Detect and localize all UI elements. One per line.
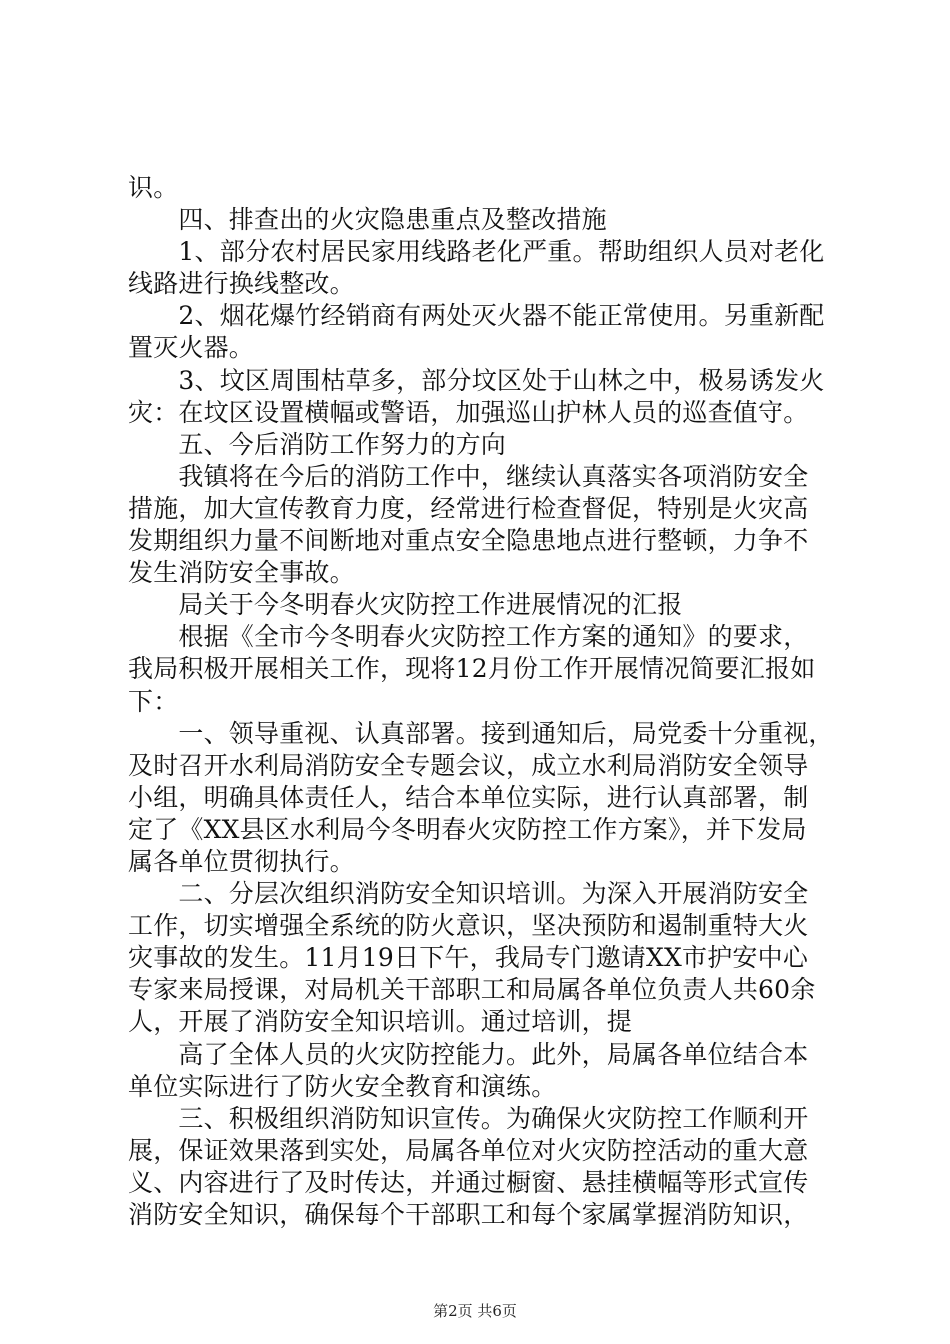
text-line: 义、内容进行了及时传达，并通过橱窗、悬挂横幅等形式宣传 <box>128 1167 809 1197</box>
text-line: 高了全体人员的火灾防控能力。此外，局属各单位结合本 <box>128 1039 809 1069</box>
text-line: 1、部分农村居民家用线路老化严重。帮助组织人员对老化 <box>128 237 825 267</box>
page-number-footer: 第2页 共6页 <box>433 1302 517 1320</box>
text-line: 根据《全市今冬明春火灾防控工作方案的通知》的要求， <box>128 622 809 652</box>
report-title: 局关于今冬明春火灾防控工作进展情况的汇报 <box>128 590 683 620</box>
text-line: 置灭火器。 <box>128 333 255 363</box>
text-line: 单位实际进行了防火安全教育和演练。 <box>128 1071 557 1101</box>
text-line: 措施，加大宣传教育力度，经常进行检查督促，特别是火灾高 <box>128 493 809 523</box>
text-line: 属各单位贯彻执行。 <box>128 846 355 876</box>
text-line: 发期组织力量不间断地对重点安全隐患地点进行整顿，力争不 <box>128 526 809 556</box>
text-line: 识。 <box>128 173 179 202</box>
text-line: 三、积极组织消防知识宣传。为确保火灾防控工作顺利开 <box>128 1103 809 1133</box>
text-line: 及时召开水利局消防安全专题会议，成立水利局消防安全领导 <box>128 750 809 780</box>
text-line: 消防安全知识，确保每个干部职工和每个家属掌握消防知识， <box>128 1200 809 1229</box>
text-line: 灾：在坟区设置横幅或警语，加强巡山护林人员的巡查值守。 <box>128 397 809 427</box>
section-heading: 四、排查出的火灾隐患重点及整改措施 <box>128 205 607 235</box>
text-line: 定了《XX县区水利局今冬明春火灾防控工作方案》，并下发局 <box>128 814 807 844</box>
text-line: 下： <box>128 686 179 716</box>
text-line: 发生消防安全事故。 <box>128 558 355 588</box>
text-line: 专家来局授课，对局机关干部职工和局属各单位负责人共60余 <box>128 975 816 1005</box>
text-line: 2、烟花爆竹经销商有两处灭火器不能正常使用。另重新配 <box>128 301 825 331</box>
text-line: 3、坟区周围枯草多，部分坟区处于山林之中，极易诱发火 <box>128 365 825 395</box>
text-line: 展，保证效果落到实处，局属各单位对火灾防控活动的重大意 <box>128 1135 809 1165</box>
document-body <box>128 172 834 1231</box>
text-line: 二、分层次组织消防安全知识培训。为深入开展消防安全 <box>128 879 809 909</box>
section-heading: 五、今后消防工作努力的方向 <box>128 429 507 459</box>
text-line: 人，开展了消防安全知识培训。通过培训，提 <box>128 1007 633 1037</box>
text-line: 小组，明确具体责任人，结合本单位实际，进行认真部署，制 <box>128 782 809 812</box>
text-line: 一、领导重视、认真部署。接到通知后，局党委十分重视， <box>128 718 834 748</box>
text-line: 我镇将在今后的消防工作中，继续认真落实各项消防安全 <box>128 461 809 491</box>
text-line: 我局积极开展相关工作，现将12月份工作开展情况简要汇报如 <box>128 654 816 684</box>
text-line: 线路进行换线整改。 <box>128 269 355 299</box>
text-line: 灾事故的发生。11月19日下午，我局专门邀请XX市护安中心 <box>128 943 809 973</box>
text-line: 工作，切实增强全系统的防火意识，坚决预防和遏制重特大火 <box>128 911 809 941</box>
